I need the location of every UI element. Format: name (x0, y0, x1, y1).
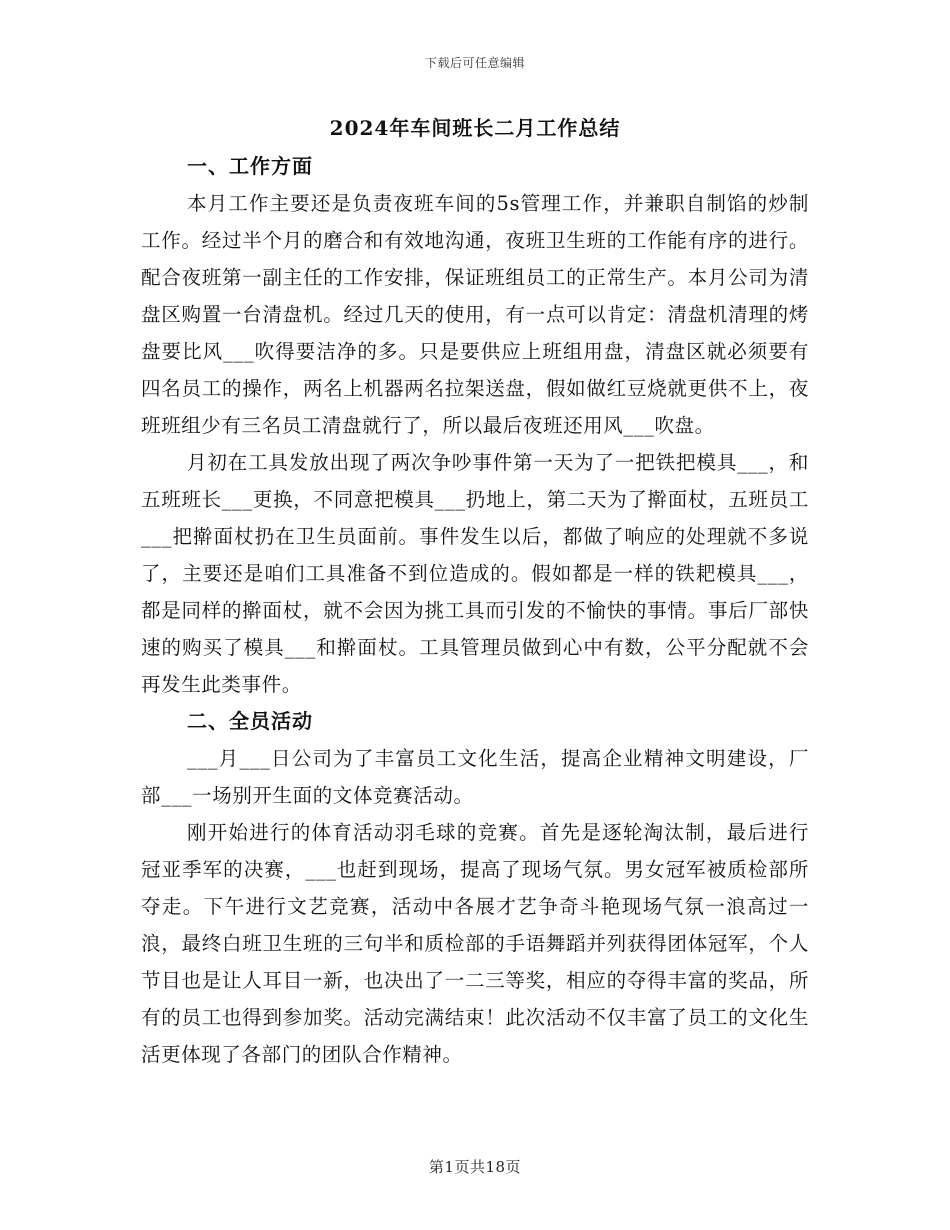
section-heading-work: 一、工作方面 (187, 154, 313, 178)
page-number: 第1页共18页 (428, 1158, 522, 1176)
paragraph: 刚开始进行的体育活动羽毛球的竞赛。首先是逐轮淘汰制，最后进行冠亚季军的决赛，___也赶到现场，提高了现场气氛。男女冠军被质检部所夺走。下午进行文艺竞赛，活动中各展才艺争奇斗艳现场气氛一浪高过一浪，最终白班卫生班的三句半和质检部的手语舞蹈并列获得团体冠军，个人节目也是让人耳目一新，也决出了一二三等奖，相应的夺得丰富的奖品，所有的员工也得到参加奖。活动完满结束！此次活动不仅丰富了员工的文化生活更体现了各部门的团队合作精神。 (141, 821, 809, 1066)
header-note: 下载后可任意编辑 (424, 56, 525, 70)
paragraph: 本月工作主要还是负责夜班车间的5s管理工作，并兼职自制馅的炒制工作。经过半个月的磨合和有效地沟通，夜班卫生班的工作能有序的进行。配合夜班第一副主任的工作安排，保证班组员工的正常生产。本月公司为清盘区购置一台清盘机。经过几天的使用，有一点可以肯定：清盘机清理的烤盘要比风___吹得要洁净的多。只是要供应上班组用盘，清盘区就必须要有四名员工的操作，两名上机器两名拉架送盘，假如做红豆烧就更供不上，夜班班组少有三名员工清盘就行了，所以最后夜班还用风___吹盘。 (141, 192, 809, 437)
paragraph: 月初在工具发放出现了两次争吵事件第一天为了一把铁把模具___，和五班班长___更换，不同意把模具___扔地上，第二天为了擀面杖，五班员工___把擀面杖扔在卫生员面前。事件发生以后，都做了响应的处理就不多说了，主要还是咱们工具准备不到位造成的。假如都是一样的铁耙模具___，都是同样的擀面杖，就不会因为挑工具而引发的不愉快的事情。事后厂部快速的购买了模具___和擀面杖。工具管理员做到心中有数，公平分配就不会再发生此类事件。 (141, 451, 809, 696)
document-body (141, 112, 809, 1073)
document-title: 2024年车间班长二月工作总结 (329, 116, 621, 140)
paragraph: ___月___日公司为了丰富员工文化生活，提高企业精神文明建设，厂部___一场别开生面的文体竞赛活动。 (141, 747, 809, 807)
section-heading-activity: 二、全员活动 (187, 709, 313, 733)
